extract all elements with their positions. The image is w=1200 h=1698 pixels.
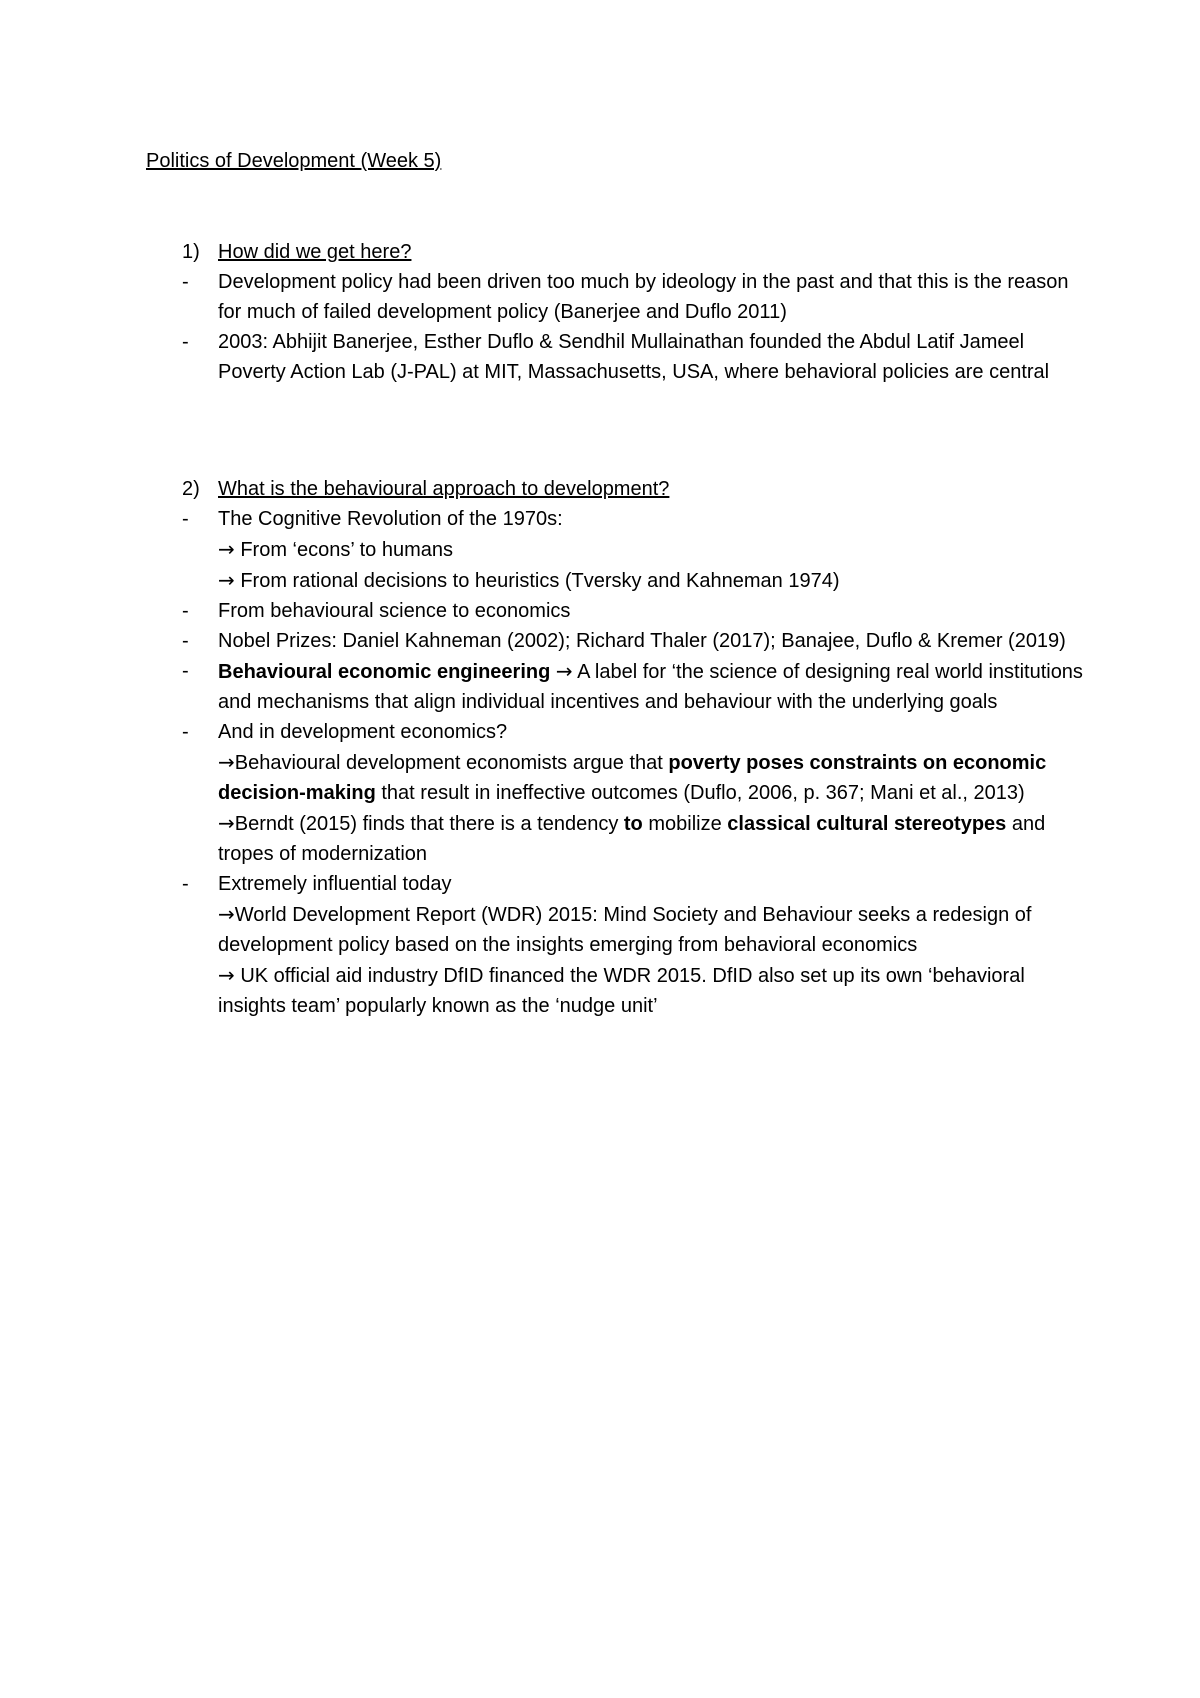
list-item-text: And in development economics? bbox=[218, 721, 508, 743]
arrow-right-icon: → bbox=[555, 659, 573, 683]
section-behavioural-approach bbox=[146, 474, 1086, 1021]
section-heading-row bbox=[146, 237, 1086, 267]
sub-item: → UK official aid industry DfID financed the WDR 2015. DfID also set up its own ‘behavioral insights team’ popularly known as the ‘nudge unit’ bbox=[218, 963, 1025, 1017]
bold-phrase: classical cultural stereotypes bbox=[727, 813, 1007, 835]
bullet-dash: - bbox=[182, 873, 189, 895]
bullet-dash: - bbox=[182, 271, 189, 293]
document-title: Politics of Development (Week 5) bbox=[146, 150, 442, 172]
list-item bbox=[146, 717, 1086, 869]
arrow-right-icon: → bbox=[218, 568, 235, 592]
list-item-text: Behavioural economic engineering → A label for ‘the science of designing real world institutions and mechanisms that align individual incentives and behaviour with the underlying goals bbox=[218, 659, 1083, 713]
arrow-right-icon: → bbox=[218, 963, 235, 987]
list-item-text: Extremely influential today bbox=[218, 873, 452, 895]
arrow-right-icon: → bbox=[218, 811, 235, 835]
list-item bbox=[146, 626, 1086, 656]
bullet-dash: - bbox=[182, 331, 189, 353]
arrow-right-icon: → bbox=[218, 902, 235, 926]
section-how-did-we-get-here bbox=[146, 237, 1086, 387]
sub-item: →Behavioural development economists argue that poverty poses constraints on economic decision-making that result in ineffective outcomes (Duflo, 2006, p. 367; Mani et al., 2013) bbox=[218, 750, 1047, 804]
sub-item: → From ‘econs’ to humans bbox=[218, 537, 454, 561]
arrow-right-icon: → bbox=[218, 537, 235, 561]
list-item bbox=[146, 327, 1086, 387]
list-item-text: 2003: Abhijit Banerjee, Esther Duflo & Sendhil Mullainathan founded the Abdul Latif Jameel Poverty Action Lab (J-PAL) at MIT, Massachusetts, USA, where behavioral policies are central bbox=[218, 331, 1050, 383]
section-number: 2) bbox=[182, 478, 200, 500]
sub-item: → From rational decisions to heuristics (Tversky and Kahneman 1974) bbox=[218, 568, 840, 592]
list-item-text: Development policy had been driven too much by ideology in the past and that this is the reason for much of failed development policy (Banerjee and Duflo 2011) bbox=[218, 271, 1069, 323]
bullet-dash: - bbox=[182, 600, 189, 622]
list-item-text: From behavioural science to economics bbox=[218, 600, 571, 622]
bullet-dash: - bbox=[182, 630, 189, 652]
bold-term: Behavioural economic engineering bbox=[218, 661, 551, 683]
bullet-dash: - bbox=[182, 721, 189, 743]
list-item bbox=[146, 504, 1086, 596]
bold-word: to bbox=[623, 813, 643, 835]
bullet-dash: - bbox=[182, 660, 189, 682]
section-heading-row bbox=[146, 474, 1086, 504]
section-heading: What is the behavioural approach to development? bbox=[218, 478, 670, 500]
bullet-dash: - bbox=[182, 508, 189, 530]
sub-item: →World Development Report (WDR) 2015: Mind Society and Behaviour seeks a redesign of development policy based on the insights emerging from behavioral economics bbox=[218, 902, 1032, 956]
bold-phrase: poverty poses constraints on economic decision-making bbox=[218, 752, 1047, 804]
section-heading: How did we get here? bbox=[218, 241, 412, 263]
sub-item: →Berndt (2015) finds that there is a tendency to mobilize classical cultural stereotypes and tropes of modernization bbox=[218, 811, 1046, 865]
list-item bbox=[146, 656, 1086, 717]
list-item bbox=[146, 596, 1086, 626]
list-item-text: The Cognitive Revolution of the 1970s: bbox=[218, 508, 563, 530]
list-item bbox=[146, 869, 1086, 1021]
list-item-text: Nobel Prizes: Daniel Kahneman (2002); Richard Thaler (2017); Banajee, Duflo & Kremer (2019) bbox=[218, 630, 1066, 652]
section-number: 1) bbox=[182, 241, 200, 263]
arrow-right-icon: → bbox=[218, 750, 235, 774]
list-item bbox=[146, 267, 1086, 327]
